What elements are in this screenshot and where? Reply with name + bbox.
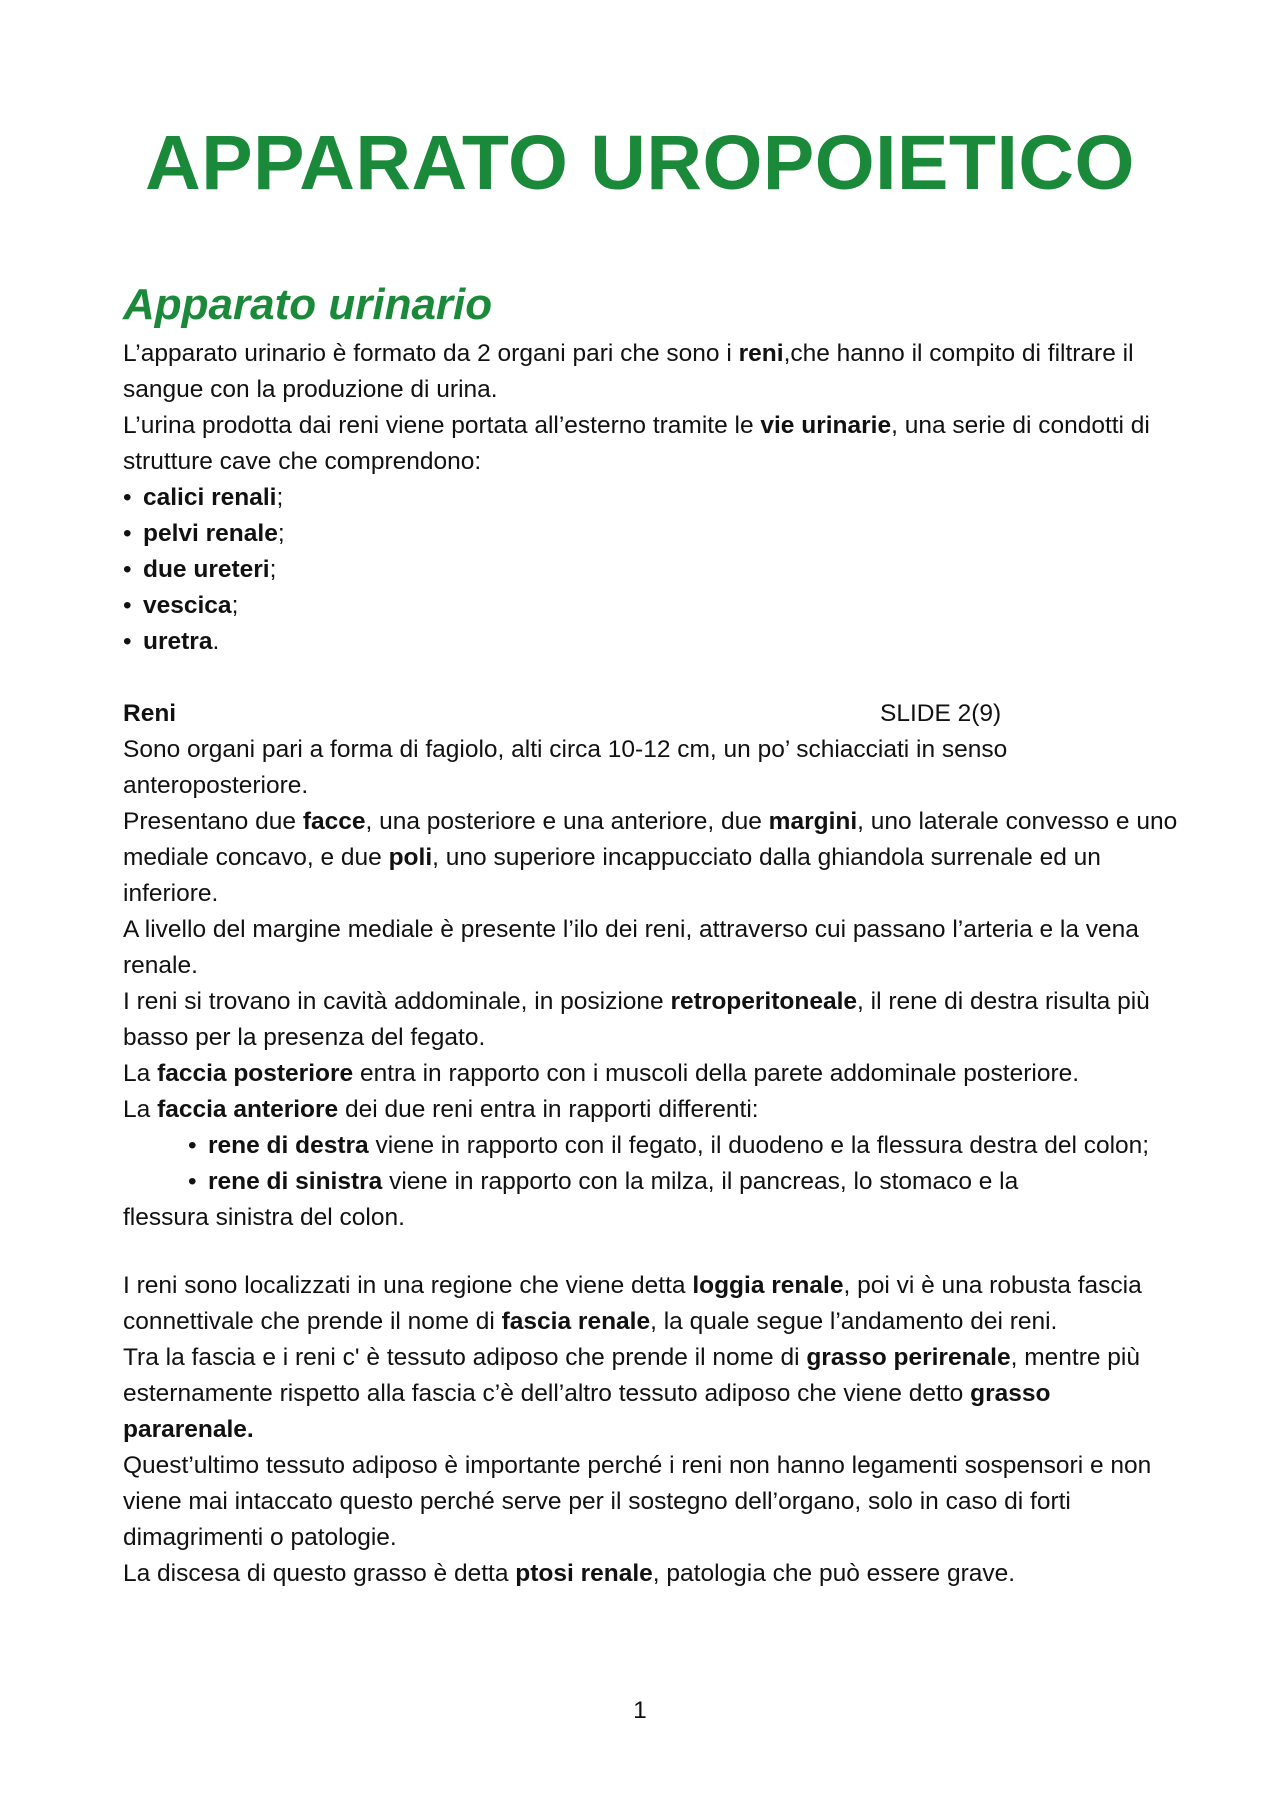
bold-term: retroperitoneale: [670, 988, 858, 1015]
bold-term: rene di destra: [208, 1132, 369, 1159]
list-item: [123, 624, 1183, 660]
text-run: .: [212, 628, 220, 655]
bold-term: faccia posteriore: [157, 1060, 354, 1087]
reni-paragraph-1: Sono organi pari a forma di fagiolo, alti circa 10-12 cm, un po’ schiacciati in senso anteroposteriore.: [123, 736, 1008, 799]
loggia-paragraph-4: [123, 1556, 1183, 1592]
text-run: , poi vi è una robusta fascia connettivale che prende il nome di: [123, 1272, 1142, 1335]
text-run: , una posteriore e una anteriore, due: [365, 808, 769, 835]
reni-paragraph-2: [123, 804, 1183, 912]
text-run: dei due reni entra in rapporti differenti:: [338, 1096, 759, 1123]
list-item: [123, 588, 1183, 624]
paragraph-spacer: [123, 1236, 1183, 1268]
bold-term: vescica: [143, 592, 232, 619]
text-run: entra in rapporto con i muscoli della parete addominale posteriore.: [353, 1060, 1080, 1087]
page-number: 1: [633, 1697, 647, 1724]
bold-term: rene di sinistra: [208, 1168, 383, 1195]
bold-term: uretra: [143, 628, 213, 655]
section-heading: Reni: [123, 700, 177, 727]
urinary-tract-list: [123, 480, 1183, 660]
bold-term: faccia anteriore: [157, 1096, 339, 1123]
list-item: [123, 480, 1183, 516]
text-run: I reni si trovano in cavità addominale, in posizione: [123, 988, 671, 1015]
bold-term: margini: [768, 808, 858, 835]
bold-term: grasso pararenale.: [123, 1380, 1051, 1443]
intro-paragraph-2: [123, 408, 1183, 480]
bold-term: facce: [302, 808, 366, 835]
reni-section-header: [123, 696, 1183, 732]
text-run: La: [123, 1096, 158, 1123]
list-continuation: flessura sinistra del colon.: [123, 1204, 405, 1231]
reni-paragraph-6: [123, 1092, 1183, 1128]
loggia-paragraph-3: Quest’ultimo tessuto adiposo è importante perché i reni non hanno legamenti sospensori e non viene mai intaccato questo perché serve per il sostegno dell’organo, solo in caso di forti dimagrimenti o patologie.: [123, 1452, 1152, 1551]
text-run: , mentre più esternamente rispetto alla fascia c’è dell’altro tessuto adiposo che viene detto: [123, 1344, 1140, 1407]
text-run: ;: [269, 556, 277, 583]
list-item: [123, 516, 1183, 552]
text-run: , una serie di condotti di strutture cave che comprendono:: [123, 412, 1150, 475]
slide-reference: SLIDE 2(9): [880, 700, 1002, 727]
section-subtitle: Apparato urinario: [123, 280, 493, 329]
text-run: , la quale segue l’andamento dei reni.: [650, 1308, 1058, 1335]
text-run: , uno laterale convesso e uno mediale concavo, e due: [123, 808, 1178, 871]
text-run: ;: [231, 592, 239, 619]
bold-term: due ureteri: [143, 556, 270, 583]
reni-paragraph-5: [123, 1056, 1183, 1092]
text-run: Presentano due: [123, 808, 303, 835]
bold-term: pelvi renale: [143, 520, 278, 547]
bold-term: grasso perirenale: [806, 1344, 1011, 1371]
bold-term: calici renali: [143, 484, 277, 511]
text-run: L’urina prodotta dai reni viene portata all’esterno tramite le: [123, 412, 761, 439]
loggia-paragraph-1: [123, 1268, 1183, 1340]
bold-term: vie urinarie: [760, 412, 892, 439]
bold-term: ptosi renale: [515, 1560, 653, 1587]
anterior-relations-list: [123, 1128, 1183, 1200]
text-run: , patologia che può essere grave.: [652, 1560, 1016, 1587]
bold-term: fascia renale: [501, 1308, 651, 1335]
text-run: La discesa di questo grasso è detta: [123, 1560, 516, 1587]
text-run: ;: [277, 520, 285, 547]
bold-term: poli: [388, 844, 433, 871]
page-title: APPARATO UROPOIETICO: [145, 120, 1135, 206]
list-item: [188, 1128, 1183, 1164]
text-run: La: [123, 1060, 158, 1087]
text-run: L’apparato urinario è formato da 2 organi pari che sono i: [123, 340, 739, 367]
text-run: , il rene di destra risulta più basso per la presenza del fegato.: [123, 988, 1150, 1051]
list-item: [123, 552, 1183, 588]
reni-paragraph-4: [123, 984, 1183, 1056]
text-run: , uno superiore incappucciato dalla ghiandola surrenale ed un inferiore.: [123, 844, 1101, 907]
list-item: [188, 1164, 1183, 1200]
text-run: I reni sono localizzati in una regione che viene detta: [123, 1272, 693, 1299]
reni-paragraph-3: A livello del margine mediale è presente l’ilo dei reni, attraverso cui passano l’arteria e la vena renale.: [123, 916, 1139, 979]
bold-term: reni: [738, 340, 784, 367]
text-run: Tra la fascia e i reni c' è tessuto adiposo che prende il nome di: [123, 1344, 807, 1371]
text-run: viene in rapporto con la milza, il pancreas, lo stomaco e la: [382, 1168, 1019, 1195]
loggia-paragraph-2: [123, 1340, 1183, 1448]
bold-term: loggia renale: [692, 1272, 844, 1299]
text-run: ;: [276, 484, 284, 511]
text-run: viene in rapporto con il fegato, il duodeno e la flessura destra del colon;: [368, 1132, 1150, 1159]
intro-paragraph-1: [123, 336, 1183, 408]
text-run: ,che hanno il compito di filtrare il sangue con la produzione di urina.: [123, 340, 1134, 403]
document-body: [123, 276, 1183, 1592]
